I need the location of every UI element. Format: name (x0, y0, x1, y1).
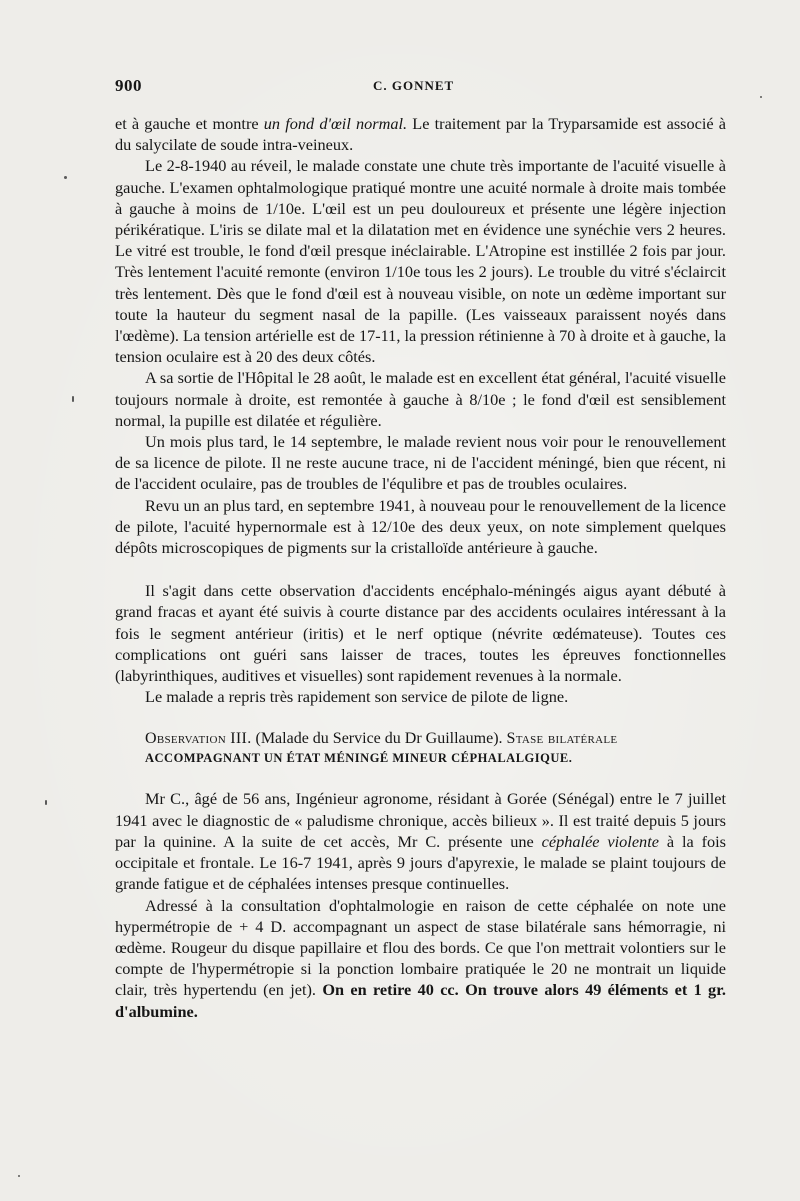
paper-speck (760, 96, 762, 98)
paragraph-8 (115, 788, 726, 894)
paragraph-8-emphasis: céphalée violente (541, 831, 659, 851)
paper-speck (18, 1175, 20, 1177)
paper-speck (45, 800, 47, 805)
page-number: 900 (115, 76, 142, 95)
paragraph-8-text-c: à la fois occipitale et frontale. Le 16-7 1941, après 9 jours d'apyrexie, le malade se plaint toujours de grande fatigue et de céphalées intenses presque continuelles. (115, 831, 727, 894)
paragraph-9-bold-text: On en retire 40 cc. On trouve alors 49 éléments et 1 gr. d'albumine. (115, 980, 726, 1021)
paragraph-1 (115, 113, 726, 155)
observation-label: Observation III. (145, 730, 252, 748)
paragraph-9 (115, 895, 726, 1022)
running-head: C. GONNET (373, 78, 455, 93)
paragraph-7: Le malade a repris très rapidement son service de pilote de ligne. (145, 687, 569, 707)
page-header (115, 76, 725, 98)
paper-speck (72, 396, 74, 402)
observation-title-start: Stase bilatérale (506, 730, 618, 748)
observation-title-end: ACCOMPAGNANT UN ÉTAT MÉNINGÉ MINEUR CÉPHALALGIQUE. (145, 751, 573, 766)
paragraph-1-text-c: Le traitement par la Tryparsamide est associé à du salycilate de soude intra-veineux. (115, 114, 727, 155)
paragraph-6: Il s'agit dans cette observation d'accidents encéphalo-méningés aigus ayant débuté à grand fracas et ayant été suivis à courte distance par des accidents oculaires intéressant à la fois le segment antérieur (iritis) et le nerf optique (névrite œdémateuse). Toutes ces complications ont guéri sans laisser de traces, toutes les épreuves fonctionnelles (labyrinthiques, auditives et visuelles) sont rapidement revenues à la normale. (115, 581, 726, 686)
paper-speck (64, 176, 67, 179)
section-gap-2 (115, 767, 726, 788)
body-text (115, 113, 726, 1022)
paragraph-gap (115, 558, 726, 580)
paragraph-1-text-a: et à gauche et montre (115, 114, 264, 133)
observation-source: (Malade du Service du Dr Guillaume). (251, 730, 507, 748)
paragraph-4: Un mois plus tard, le 14 septembre, le malade revient nous voir pour le renouvellement de sa licence de pilote. Il ne reste aucune trace, ni de l'accident méningé, bien que récent, ni de l'accident oculaire, pas de troubles de l'équlibre et pas de troubles oculaires. (115, 432, 726, 494)
paragraph-2: Le 2-8-1940 au réveil, le malade constate une chute très importante de l'acuité visuelle à gauche. L'examen ophtalmologique pratiqué montre une acuité normale à droite mais tombée à gauche à moins de 1/10e. L'œil est un peu douloureux et présente une légère injection périkératique. L'iris se dilate mal et la dilatation met en évidence une synéchie vers 2 heures. Le vitré est trouble, le fond d'œil presque inéclairable. L'Atropine est instillée 2 fois par jour. Très lentement l'acuité remonte (environ 1/10e tous les 2 jours). Le trouble du vitré s'éclaircit très lentement. Dès que le fond d'œil est à nouveau visible, on note un œdème important sur toute la hauteur du segment nasal de la papille. (Les vaisseaux paraissent noyés dans l'œdème). La tension artérielle est de 17-11, la pression rétinienne à 70 à droite et à gauche, la tension oculaire est à 20 des deux côtés. (115, 156, 726, 367)
section-gap (115, 707, 726, 728)
paragraph-5: Revu un an plus tard, en septembre 1941, à nouveau pour le renouvellement de la licence de pilote, l'acuité hypernormale est à 12/10e des deux yeux, on note simplement quelques dépôts microscopiques de pigments sur la cristalloïde antérieure à gauche. (115, 495, 726, 558)
paragraph-9-text-a: Adressé à la consultation d'ophtalmologie en raison de cette céphalée on note une hypermétropie de + 4 D. accompagnant un aspect de stase bilatérale sans hémorragie, ni œdème. Rougeur du disque papillaire et flou des bords. Ce que l'on mettrait volontiers sur le compte de l'hypermétropie si la ponction lombaire pratiquée le 20 ne montrait un liquide clair, très hypertendu (en jet). (115, 895, 726, 1000)
paragraph-1-emphasis: un fond d'œil normal. (263, 114, 408, 133)
paragraph-3: A sa sortie de l'Hôpital le 28 août, le malade est en excellent état général, l'acuité visuelle toujours normale à droite, est remontée à gauche à 8/10e ; le fond d'œil est sensiblement normal, la pupille est dilatée et régulière. (115, 368, 726, 430)
paragraph-8-text-a: Mr C., âgé de 56 ans, Ingénieur agronome, résidant à Gorée (Sénégal) entre le 7 juillet 1941 avec le diagnostic de « paludisme chronique, accès bilieux ». Il est traité depuis 5 jours par la quinine. A la suite de cet accès, Mr C. présente une (115, 789, 726, 851)
observation-heading (115, 728, 726, 749)
